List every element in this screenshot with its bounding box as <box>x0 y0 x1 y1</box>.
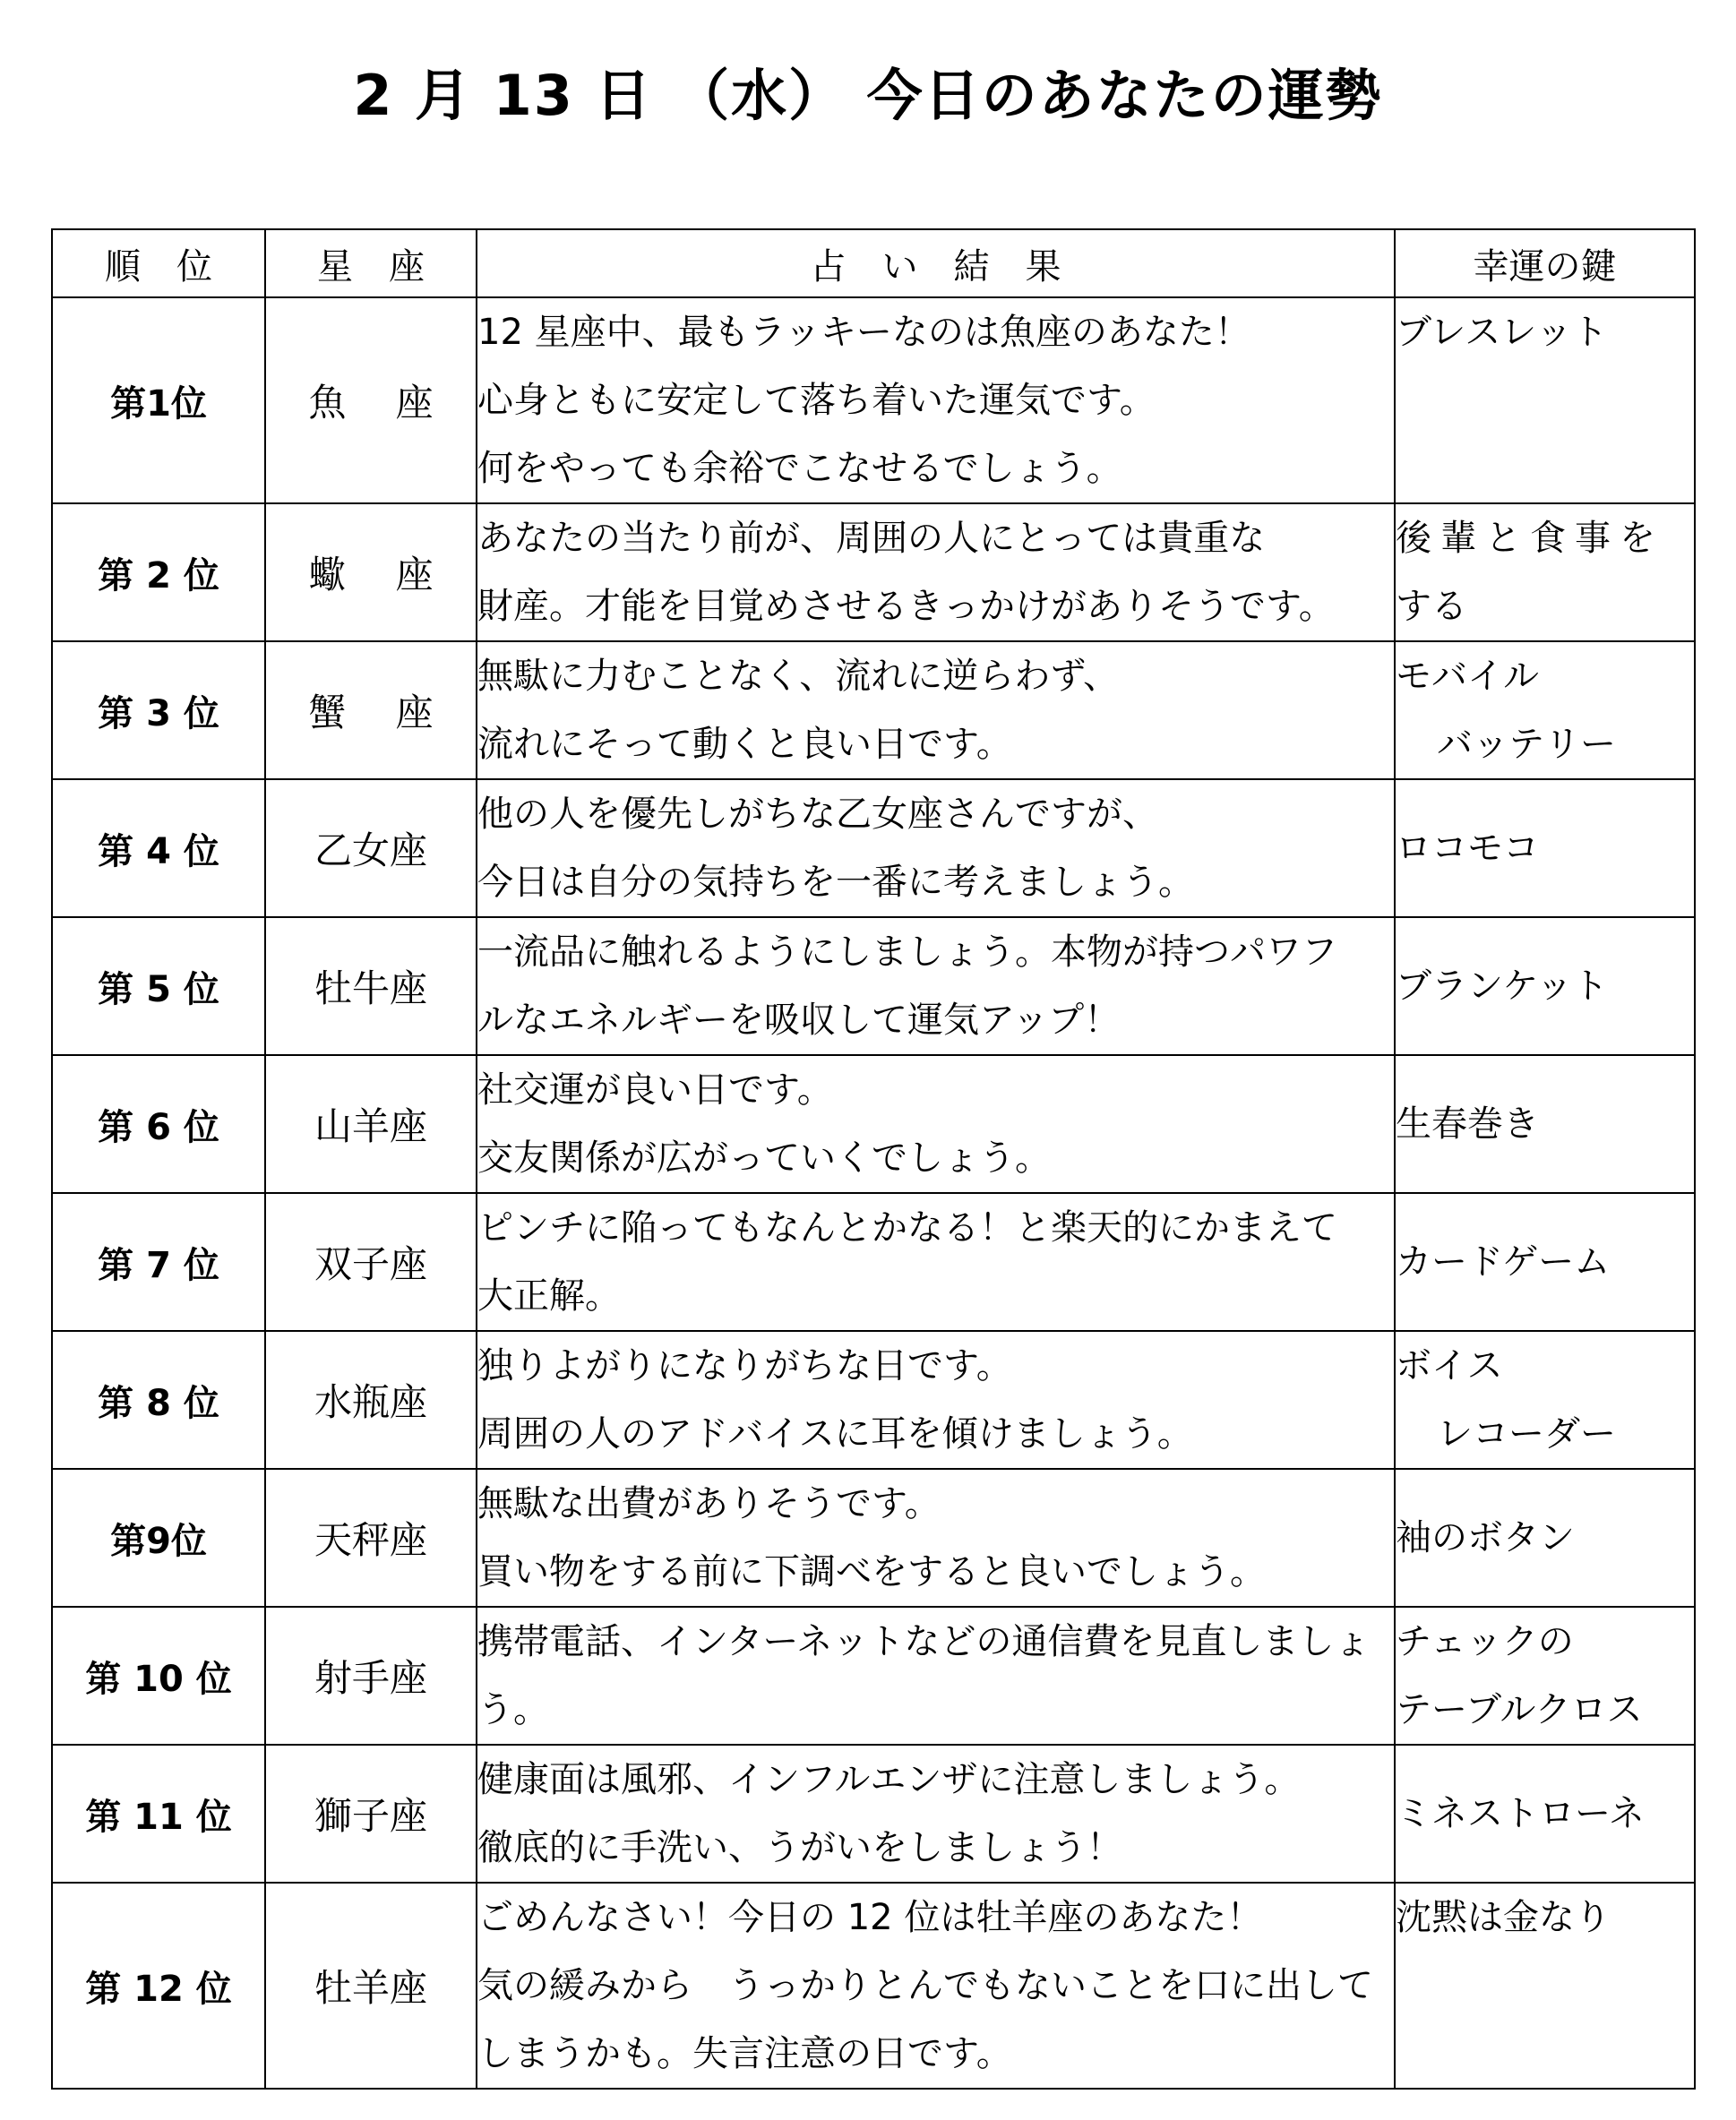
lucky-key-cell <box>1395 641 1695 779</box>
result-line: 流れにそって動くと良い日です。 <box>477 724 1012 765</box>
lucky-key-cell <box>1395 1883 1695 2089</box>
table-row <box>52 1055 1695 1193</box>
table-row <box>52 1193 1695 1331</box>
lucky-key-line: ロコモコ <box>1396 828 1539 869</box>
table-row <box>52 1331 1695 1469</box>
result-line: 心身ともに安定して落ち着いた運気です。 <box>477 380 1156 421</box>
sign-cell: 蠍 座 <box>265 503 477 641</box>
lucky-key-cell <box>1395 779 1695 917</box>
result-cell <box>477 779 1395 917</box>
table-header-row <box>52 229 1695 297</box>
result-line: ごめんなさい！今日の 12 位は牡羊座のあなた！ <box>477 1897 1263 1938</box>
rank-cell: 第 4 位 <box>52 779 265 917</box>
result-cell <box>477 1469 1395 1607</box>
result-line: 交友関係が広がっていくでしょう。 <box>477 1137 1051 1179</box>
lucky-key-line: 後輩と食事を <box>1396 518 1664 559</box>
lucky-key-line: レコーダー <box>1437 1413 1616 1455</box>
result-cell <box>477 1607 1395 1745</box>
lucky-key-line: ミネストローネ <box>1396 1793 1645 1834</box>
lucky-key-line: チェックの <box>1396 1621 1574 1662</box>
result-line: あなたの当たり前が、周囲の人にとっては貴重な <box>477 518 1266 559</box>
table-row <box>52 1607 1695 1745</box>
result-line: 独りよがりになりがちな日です。 <box>477 1345 1012 1386</box>
rank-cell: 第 3 位 <box>52 641 265 779</box>
header-key: 幸運の鍵 <box>1395 229 1695 297</box>
sign-cell: 蟹 座 <box>265 641 477 779</box>
fortune-table <box>51 228 1696 2090</box>
result-line: 12 星座中、最もラッキーなのは魚座のあなた！ <box>477 312 1250 353</box>
result-line: 社交運が良い日です。 <box>477 1069 833 1111</box>
table-row <box>52 917 1695 1055</box>
table-row <box>52 503 1695 641</box>
rank-cell: 第 8 位 <box>52 1331 265 1469</box>
lucky-key-cell <box>1395 1745 1695 1883</box>
rank-cell: 第 6 位 <box>52 1055 265 1193</box>
rank-cell: 第 5 位 <box>52 917 265 1055</box>
table-row <box>52 1469 1695 1607</box>
sign-cell: 山羊座 <box>265 1055 477 1193</box>
sign-cell: 水瓶座 <box>265 1331 477 1469</box>
sign-cell: 牡羊座 <box>265 1883 477 2089</box>
result-line: ルなエネルギーを吸収して運気アップ！ <box>477 1000 1121 1041</box>
lucky-key-cell <box>1395 917 1695 1055</box>
rank-cell: 第 7 位 <box>52 1193 265 1331</box>
lucky-key-line: テーブルクロス <box>1396 1689 1643 1730</box>
result-line: 買い物をする前に下調べをすると良いでしょう。 <box>477 1551 1266 1592</box>
lucky-key-line: する <box>1396 586 1467 627</box>
sign-cell: 獅子座 <box>265 1745 477 1883</box>
rank-cell: 第 11 位 <box>52 1745 265 1883</box>
header-result: 占 い 結 果 <box>477 229 1395 297</box>
lucky-key-line: モバイル <box>1396 656 1539 697</box>
result-line: 健康面は風邪、インフルエンザに注意しましょう。 <box>477 1759 1301 1800</box>
lucky-key-cell <box>1395 1055 1695 1193</box>
result-cell <box>477 1883 1395 2089</box>
sign-cell: 射手座 <box>265 1607 477 1745</box>
rank-cell: 第1位 <box>52 297 265 503</box>
rank-cell: 第 10 位 <box>52 1607 265 1745</box>
result-line: 気の緩みから うっかりとんでもないことを口に出して <box>477 1965 1373 2006</box>
sign-cell: 双子座 <box>265 1193 477 1331</box>
result-cell <box>477 503 1395 641</box>
result-line: 財産。才能を目覚めさせるきっかけがありそうです。 <box>477 586 1335 627</box>
table-row <box>52 641 1695 779</box>
result-line: う。 <box>477 1689 549 1730</box>
result-line: 一流品に触れるようにしましょう。本物が持つパワフ <box>477 931 1337 973</box>
result-line: しまうかも。失言注意の日です。 <box>477 2033 1012 2074</box>
result-line: 大正解。 <box>477 1275 621 1317</box>
rank-cell: 第9位 <box>52 1469 265 1607</box>
result-cell <box>477 297 1395 503</box>
table-row <box>52 1883 1695 2089</box>
lucky-key-line: 生春巻き <box>1396 1103 1539 1145</box>
lucky-key-cell <box>1395 1469 1695 1607</box>
lucky-key-line: 袖のボタン <box>1396 1517 1575 1558</box>
header-rank: 順 位 <box>52 229 265 297</box>
result-cell <box>477 1193 1395 1331</box>
table-row <box>52 779 1695 917</box>
rank-cell: 第 12 位 <box>52 1883 265 2089</box>
result-line: 周囲の人のアドバイスに耳を傾けましょう。 <box>477 1413 1193 1455</box>
result-line: ピンチに陥ってもなんとかなる！と楽天的にかまえて <box>477 1207 1337 1249</box>
table-row <box>52 297 1695 503</box>
sign-cell: 天秤座 <box>265 1469 477 1607</box>
sign-cell: 乙女座 <box>265 779 477 917</box>
lucky-key-line: カードゲーム <box>1396 1241 1611 1283</box>
result-cell <box>477 641 1395 779</box>
result-line: 徹底的に手洗い、うがいをしましょう！ <box>477 1827 1122 1868</box>
result-line: 携帯電話、インターネットなどの通信費を見直しましょ <box>477 1621 1371 1662</box>
result-line: 無駄な出費がありそうです。 <box>477 1483 941 1524</box>
lucky-key-line: ブランケット <box>1396 966 1609 1007</box>
result-line: 無駄に力むことなく、流れに逆らわず、 <box>477 656 1119 697</box>
result-cell <box>477 917 1395 1055</box>
result-line: 何をやっても余裕でこなせるでしょう。 <box>477 448 1122 489</box>
result-cell <box>477 1331 1395 1469</box>
lucky-key-cell <box>1395 1193 1695 1331</box>
lucky-key-line: ボイス <box>1396 1345 1503 1386</box>
lucky-key-cell <box>1395 1331 1695 1469</box>
lucky-key-line: バッテリー <box>1437 724 1616 765</box>
sign-cell: 牡牛座 <box>265 917 477 1055</box>
result-cell <box>477 1745 1395 1883</box>
result-cell <box>477 1055 1395 1193</box>
table-row <box>52 1745 1695 1883</box>
lucky-key-cell <box>1395 503 1695 641</box>
lucky-key-line: 沈黙は金なり <box>1396 1897 1611 1938</box>
result-line: 他の人を優先しがちな乙女座さんですが、 <box>477 794 1158 835</box>
page-title: 2 月 13 日 （水） 今日のあなたの運勢 <box>353 63 1383 128</box>
sign-cell: 魚 座 <box>265 297 477 503</box>
lucky-key-cell <box>1395 297 1695 503</box>
result-line: 今日は自分の気持ちを一番に考えましょう。 <box>477 862 1194 903</box>
rank-cell: 第 2 位 <box>52 503 265 641</box>
header-sign: 星 座 <box>265 229 477 297</box>
lucky-key-line: ブレスレット <box>1396 312 1608 353</box>
lucky-key-cell <box>1395 1607 1695 1745</box>
